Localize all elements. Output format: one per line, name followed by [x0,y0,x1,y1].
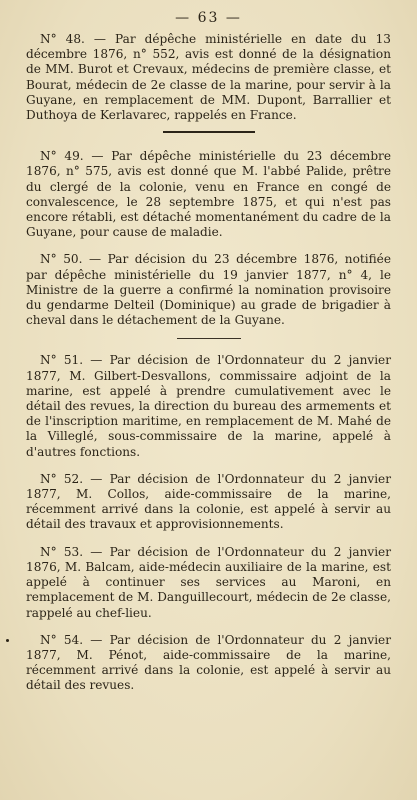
entry-text: N° 49. — Par dépêche ministérielle du 23 décembre 1876, n° 575, avis est donné que M. l'abbé Palide, prêtre du clergé de la colonie, venu en France en congé de convalescence, le 28 septembre 1875, et qui n'est pas encore rétabli, est détaché momentanément du cadre de la Guyane, pour cause de maladie. [26,149,391,240]
entry-text: N° 51. — Par décision de l'Ordonnateur du 2 janvier 1877, M. Gilbert-Desvallons, commissaire adjoint de la marine, est appelé à prendre cumulativement avec le détail des revues, la direction du bureau des armements et de l'inscription maritime, en remplacement de M. Mahé de la Villeglé, sous-commissaire de la marine, appelé à d'autres fonctions. [26,353,391,459]
entry-text: N° 52. — Par décision de l'Ordonnateur du 2 janvier 1877, M. Collos, aide-commissaire de la marine, récemment arrivé dans la colonie, est appelé à servir au détail des travaux et approvisionnements. [26,471,391,532]
ink-dot [6,639,9,642]
entry-text: N° 54. — Par décision de l'Ordonnateur du 2 janvier 1877, M. Pénot, aide-commissaire de la marine, récemment arrivé dans la colonie, est appelé à servir au détail des revues. [26,632,391,693]
entry-51 [26,353,391,459]
spacer [26,240,391,252]
entry-53 [26,545,391,621]
entry-54 [26,633,391,694]
entry-49 [26,149,391,240]
section-divider [177,338,241,339]
entry-52 [26,472,391,533]
spacer [26,533,391,545]
entry-text: N° 53. — Par décision de l'Ordonnateur du 2 janvier 1876, M. Balcam, aide-médecin auxiliaire de la marine, est appelé à continuer ses services au Maroni, en remplacement de M. Danguillecourt, médecin de 2e classe, rappelé au chef-lieu. [26,544,391,620]
entry-50 [26,252,391,328]
entry-text: N° 48. — Par dépêche ministérielle en date du 13 décembre 1876, n° 552, avis est donné de la désignation de MM. Burot et Crevaux, médecins de première classe, et Bourat, médecin de 2e classe de la marine, pour servir à la Guyane, en remplacement de MM. Dupont, Barrallier et Duthoya de Kerlavarec, rappelés en France. [26,32,391,123]
spacer [26,460,391,472]
page-number: — 63 — [175,10,242,26]
spacer [26,621,391,633]
entry-48 [26,32,391,123]
entry-text: N° 50. — Par décision du 23 décembre 1876, notifiée par dépêche ministérielle du 19 janvier 1877, n° 4, le Ministre de la guerre a confirmé la nomination provisoire du gendarme Delteil (Dominique) au grade de brigadier à cheval dans le détachement de la Guyane. [26,252,391,328]
section-divider [163,131,255,133]
